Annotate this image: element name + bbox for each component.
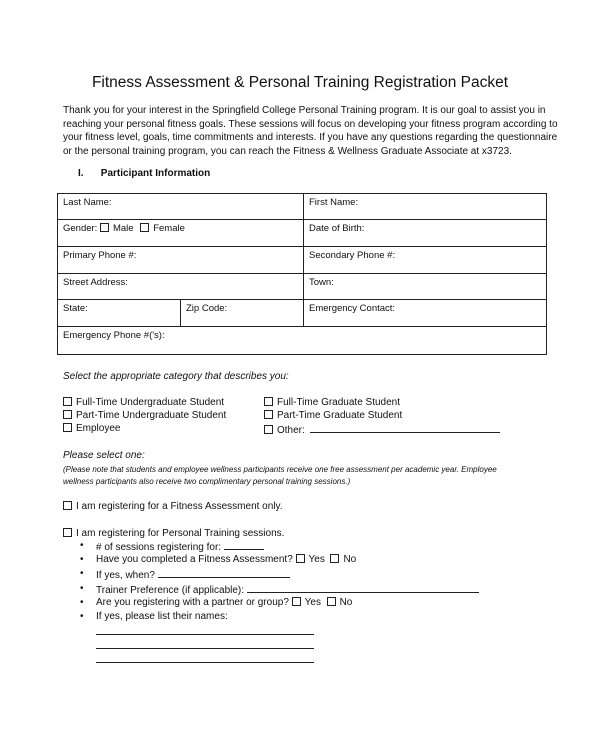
gender-label: Gender:	[63, 223, 98, 234]
partner-name-line[interactable]	[96, 648, 314, 649]
training-option	[63, 528, 284, 539]
category-option	[264, 423, 500, 436]
state-label: State:	[63, 303, 88, 314]
select-one-prompt: Please select one:	[63, 450, 145, 461]
completed-yes-checkbox[interactable]	[296, 554, 305, 563]
option-label: Part-Time Undergraduate Student	[76, 410, 227, 421]
partner-name-line[interactable]	[96, 662, 314, 663]
first-name-label: First Name:	[309, 197, 359, 208]
male-label: Male	[112, 223, 134, 234]
assessment-option	[63, 501, 283, 512]
yes-label: Yes	[308, 554, 325, 566]
gender-field	[58, 220, 304, 247]
section-title: Participant Information	[100, 168, 211, 179]
assessment-only-checkbox[interactable]	[63, 501, 72, 510]
when-label: If yes, when?	[96, 570, 155, 582]
female-checkbox[interactable]	[140, 223, 149, 232]
option-label: Other:	[277, 425, 305, 436]
last-name-field[interactable]	[58, 194, 304, 220]
when-input-line[interactable]	[158, 568, 290, 578]
partner-no-checkbox[interactable]	[327, 597, 336, 606]
zip-field[interactable]	[181, 300, 304, 327]
full-time-grad-checkbox[interactable]	[264, 397, 273, 406]
partner-name-line[interactable]	[96, 634, 314, 635]
completed-no-checkbox[interactable]	[330, 554, 339, 563]
intro-paragraph	[63, 104, 558, 158]
emergency-contact-label: Emergency Contact:	[309, 303, 396, 314]
no-label: No	[339, 596, 353, 608]
bullet-dot: •	[80, 610, 84, 622]
zip-label: Zip Code:	[186, 303, 228, 314]
other-checkbox[interactable]	[264, 425, 273, 434]
option-label: Part-Time Graduate Student	[277, 410, 403, 421]
male-checkbox[interactable]	[100, 223, 109, 232]
last-name-label: Last Name:	[63, 197, 112, 208]
secondary-phone-label: Secondary Phone #:	[309, 250, 396, 261]
partner-label: Are you registering with a partner or group?	[96, 596, 289, 608]
intro-line: Thank you for your interest in the Springfield College Personal Training program. It is our goal to assist you in	[63, 105, 546, 116]
first-name-field[interactable]	[304, 194, 547, 220]
note-line: (Please note that students and employee wellness participants receive one free assessment per academic year. Employee	[63, 465, 497, 474]
sessions-label: # of sessions registering for:	[96, 542, 222, 553]
page-title: Fitness Assessment & Personal Training Registration Packet	[91, 74, 509, 91]
employee-checkbox[interactable]	[63, 423, 72, 432]
option-label: Full-Time Graduate Student	[277, 397, 401, 408]
part-time-undergrad-checkbox[interactable]	[63, 410, 72, 419]
emergency-phone-field[interactable]	[58, 327, 547, 355]
state-field[interactable]	[58, 300, 181, 327]
assessment-option-label: I am registering for a Fitness Assessment only.	[76, 501, 283, 512]
primary-phone-field[interactable]	[58, 247, 304, 274]
trainer-preference-label: Trainer Preference (if applicable):	[96, 584, 245, 596]
emergency-phone-label: Emergency Phone #('s):	[63, 330, 165, 341]
bullet-dot: •	[80, 540, 84, 551]
section-number: I.	[78, 168, 84, 179]
note-line: wellness participants also receive two complimentary personal training sessions.)	[63, 477, 351, 486]
category-option	[63, 410, 226, 421]
trainer-input-line[interactable]	[247, 583, 479, 593]
bullet-dot: •	[80, 596, 84, 608]
option-label: Employee	[76, 423, 121, 434]
category-option	[264, 410, 402, 421]
section-heading	[78, 168, 210, 179]
category-option	[264, 397, 400, 408]
training-option-label: I am registering for Personal Training sessions.	[76, 528, 285, 539]
bullet-dot: •	[80, 554, 84, 566]
secondary-phone-field[interactable]	[304, 247, 547, 274]
dob-label: Date of Birth:	[309, 223, 365, 234]
part-time-grad-checkbox[interactable]	[264, 410, 273, 419]
bullet-dot: •	[80, 568, 84, 580]
category-option	[63, 397, 224, 408]
category-option	[63, 423, 120, 434]
street-field[interactable]	[58, 274, 304, 300]
emergency-contact-field[interactable]	[304, 300, 547, 327]
category-prompt: Select the appropriate category that describes you:	[63, 371, 289, 382]
participant-info-table	[57, 193, 547, 355]
primary-phone-label: Primary Phone #:	[63, 250, 137, 261]
partner-yes-checkbox[interactable]	[292, 597, 301, 606]
dob-field[interactable]	[304, 220, 547, 247]
bullet-dot: •	[80, 582, 84, 594]
street-label: Street Address:	[63, 277, 128, 288]
select-note	[63, 464, 533, 488]
intro-line: reaching your personal fitness goals. These sessions will focus on developing your fitness program according to	[63, 118, 558, 130]
female-label: Female	[153, 223, 185, 234]
option-label: Full-Time Undergraduate Student	[76, 397, 225, 408]
completed-assessment-label: Have you completed a Fitness Assessment?	[96, 554, 293, 566]
intro-line: or the personal training program, you can reach the Fitness & Wellness Graduate Associate at x3723.	[63, 145, 512, 157]
sessions-input-line[interactable]	[224, 540, 264, 550]
no-label: No	[343, 554, 357, 566]
other-line[interactable]	[310, 423, 500, 433]
partner-names-label: If yes, please list their names:	[96, 610, 228, 622]
town-label: Town:	[309, 277, 334, 288]
intro-line: your fitness level, goals, time commitments and interests. If you have any questions regarding the questionnaire	[63, 132, 558, 143]
yes-label: Yes	[304, 596, 321, 608]
personal-training-checkbox[interactable]	[63, 528, 72, 537]
town-field[interactable]	[304, 274, 547, 300]
full-time-undergrad-checkbox[interactable]	[63, 397, 72, 406]
